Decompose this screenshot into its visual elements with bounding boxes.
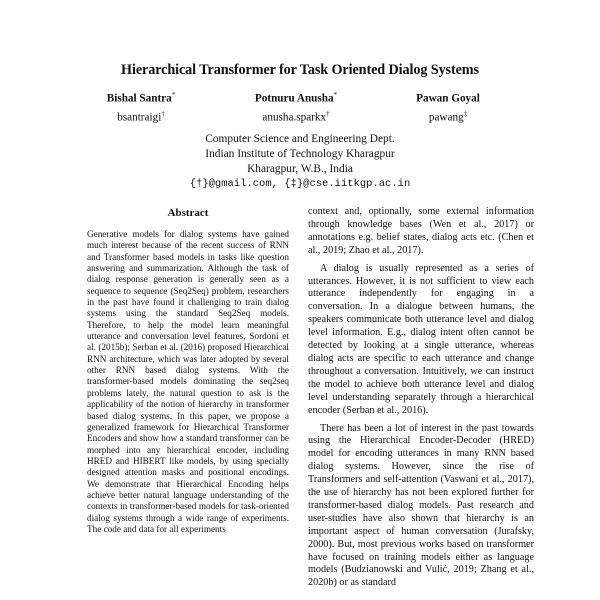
- abstract-column: [87, 206, 289, 535]
- author-handle: pawang‡: [428, 109, 468, 124]
- author-handle: bsantraigi†: [117, 109, 165, 124]
- author-name: Bishal Santra*: [106, 91, 176, 105]
- body-paragraph: There has been a lot of interest in the past towards using the Hierarchical Encoder-Decoder (HRED) model for encoding utterances in many RNN based dialog systems. However, since the rise of Transformers and self-attention (Vaswani et al., 2017), the use of hierarchy has not been explored further for transformer-based dialog models. Past research and user-studies have also shown that hierarchy is an important aspect of human conversation (Jurafsky, 2000). But, most previous works based on transformer have focused on training models either as language models (Budzianowski and Vulić, 2019; Zhang et al., 2020b) or as standard: [308, 422, 534, 589]
- affiliation-city: Kharagpur, W.B., India: [247, 163, 353, 175]
- author-name: Potnuru Anusha*: [254, 91, 338, 105]
- affiliation-dept: Computer Science and Engineering Dept.: [205, 133, 395, 145]
- author-name: Pawan Goyal: [416, 92, 480, 105]
- author-block: [373, 88, 523, 125]
- body-paragraph: A dialog is usually represented as a series of utterances. However, it is not sufficient to view each utterance independently for engaging in a conversation. In a dialogue between humans, the speakers communicate both utterance level and dialog level information. E.g., dialog intent often cannot be detected by looking at a single utterance, whereas dialog acts are specific to each utterance and change throughout a conversation. Intuitively, we can instruct the model to achieve both utterance level and dialog level understanding separately through a hierarchical encoder (Serban et al., 2016).: [308, 262, 534, 416]
- author-handle: anusha.sparkx†: [262, 109, 330, 124]
- affiliation-emails: {†}@gmail.com, {‡}@cse.iitkgp.ac.in: [189, 178, 411, 190]
- affiliation-institute: Indian Institute of Technology Kharagpur: [205, 148, 395, 160]
- paper-title: Hierarchical Transformer for Task Oriented Dialog Systems: [121, 62, 479, 78]
- abstract-text: Generative models for dialog systems have gained much interest because of the recent success of RNN and Transformer based models in tasks like question answering and summarization. Although the task of dialog response generation is generally seen as a sequence to sequence (Seq2Seq) problem, researchers in the past have found it challenging to train dialog systems using the standard Seq2Seq models. Therefore, to help the model learn meaningful utterance and conversation level features, Sordoni et al. (2015b); Serban et al. (2016) proposed Hierarchical RNN architecture, which was later adopted by several other RNN based dialog systems. With the transformer-based models dominating the seq2seq problems lately, the natural question to ask is the applicability of the notion of hierarchy in transformer based dialog systems. In this paper, we propose a generalized framework for Hierarchical Transformer Encoders and show how a standard transformer can be morphed into any hierarchical encoder, including HRED and HIBERT like models, by using specially designed attention masks and positional encodings. We demonstrate that Hierarchical Encoding helps achieve better natural language understanding of the contexts in transformer-based models for task-oriented dialog systems through a wide range of experiments. The code and data for all experiments: [87, 229, 289, 534]
- affiliation: [0, 132, 600, 192]
- author-block: [66, 88, 216, 125]
- abstract-heading: Abstract: [167, 207, 209, 219]
- body-paragraph: context and, optionally, some external information through knowledge bases (Wen et al., 2017) or annotations e.g. belief states, dialog acts etc. (Chen et al., 2019; Zhao et al., 2017).: [308, 206, 534, 256]
- body-column: [308, 206, 534, 590]
- author-block: [221, 88, 371, 125]
